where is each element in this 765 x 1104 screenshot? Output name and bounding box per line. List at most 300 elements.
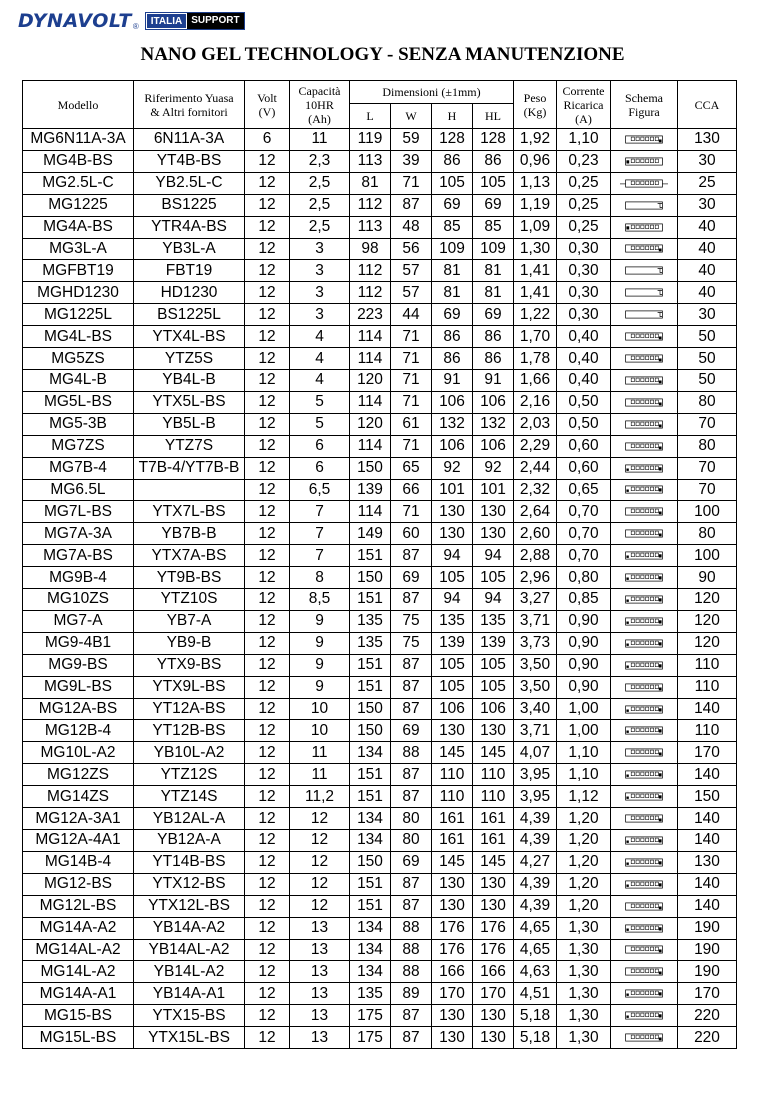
cell-peso: 3,95 — [514, 786, 557, 808]
table-row — [23, 786, 737, 808]
battery-diagram-icon — [620, 747, 668, 758]
schema-figure-cell — [611, 1027, 678, 1049]
cell-dim-w: 59 — [391, 129, 432, 151]
cell-riferimento: YTZ7S — [134, 435, 245, 457]
cell-dim-h: 105 — [432, 172, 473, 194]
schema-figure-cell — [611, 457, 678, 479]
cell-cca: 130 — [678, 851, 737, 873]
cell-cca: 40 — [678, 216, 737, 238]
schema-figure-cell — [611, 742, 678, 764]
cell-dim-w: 88 — [391, 917, 432, 939]
cell-cca: 170 — [678, 742, 737, 764]
cell-dim-l: 113 — [350, 216, 391, 238]
cell-riferimento: YT9B-BS — [134, 567, 245, 589]
battery-diagram-icon — [620, 923, 668, 934]
schema-figure-cell — [611, 632, 678, 654]
cell-volt: 12 — [245, 742, 290, 764]
battery-diagram-icon — [620, 901, 668, 912]
cell-dim-w: 71 — [391, 348, 432, 370]
cell-dim-hl: 161 — [473, 808, 514, 830]
cell-riferimento: YB10L-A2 — [134, 742, 245, 764]
cell-riferimento: BS1225 — [134, 194, 245, 216]
cell-cca: 190 — [678, 917, 737, 939]
cell-riferimento: YB14A-A2 — [134, 917, 245, 939]
cell-dim-hl: 166 — [473, 961, 514, 983]
cell-peso: 1,30 — [514, 238, 557, 260]
cell-peso: 1,41 — [514, 282, 557, 304]
cell-corrente: 0,30 — [557, 238, 611, 260]
cell-dim-l: 134 — [350, 917, 391, 939]
cell-corrente: 0,40 — [557, 348, 611, 370]
cell-dim-h: 69 — [432, 304, 473, 326]
cell-riferimento: YTX15-BS — [134, 1005, 245, 1027]
cell-dim-h: 145 — [432, 851, 473, 873]
dynavolt-logo — [18, 8, 245, 34]
cell-dim-l: 175 — [350, 1027, 391, 1049]
cell-peso: 4,07 — [514, 742, 557, 764]
cell-dim-h: 130 — [432, 720, 473, 742]
battery-diagram-icon — [620, 419, 668, 430]
cell-dim-l: 150 — [350, 720, 391, 742]
cell-peso: 4,51 — [514, 983, 557, 1005]
cell-peso: 4,65 — [514, 939, 557, 961]
cell-dim-h: 110 — [432, 786, 473, 808]
cell-dim-w: 60 — [391, 523, 432, 545]
cell-modello: MG12L-BS — [23, 895, 134, 917]
table-row — [23, 260, 737, 282]
cell-modello: MG12-BS — [23, 873, 134, 895]
cell-modello: MG1225 — [23, 194, 134, 216]
cell-riferimento — [134, 479, 245, 501]
schema-figure-cell — [611, 676, 678, 698]
cell-corrente: 1,30 — [557, 1027, 611, 1049]
cell-dim-hl: 130 — [473, 1027, 514, 1049]
cell-dim-l: 134 — [350, 830, 391, 852]
cell-cca: 140 — [678, 808, 737, 830]
schema-figure-cell — [611, 720, 678, 742]
table-row — [23, 413, 737, 435]
cell-cca: 140 — [678, 764, 737, 786]
cell-volt: 12 — [245, 216, 290, 238]
cell-corrente: 1,10 — [557, 742, 611, 764]
cell-volt: 12 — [245, 873, 290, 895]
page-title: NANO GEL TECHNOLOGY - SENZA MANUTENZIONE — [140, 44, 625, 65]
cell-cca: 120 — [678, 632, 737, 654]
cell-dim-w: 88 — [391, 939, 432, 961]
cell-cca: 150 — [678, 786, 737, 808]
header-dimensioni: Dimensioni (±1mm) — [350, 81, 514, 104]
schema-figure-cell — [611, 369, 678, 391]
cell-dim-w: 57 — [391, 282, 432, 304]
cell-dim-h: 130 — [432, 501, 473, 523]
cell-dim-hl: 130 — [473, 1005, 514, 1027]
cell-dim-h: 128 — [432, 129, 473, 151]
schema-figure-cell — [611, 194, 678, 216]
cell-dim-h: 110 — [432, 764, 473, 786]
cell-peso: 5,18 — [514, 1027, 557, 1049]
schema-figure-cell — [611, 589, 678, 611]
cell-modello: MG7L-BS — [23, 501, 134, 523]
cell-modello: MG4A-BS — [23, 216, 134, 238]
battery-diagram-icon — [620, 309, 668, 320]
cell-corrente: 0,90 — [557, 676, 611, 698]
cell-dim-h: 94 — [432, 589, 473, 611]
cell-corrente: 0,40 — [557, 326, 611, 348]
cell-modello: MG5-3B — [23, 413, 134, 435]
cell-dim-l: 150 — [350, 567, 391, 589]
cell-dim-w: 88 — [391, 961, 432, 983]
cell-cca: 40 — [678, 282, 737, 304]
cell-volt: 12 — [245, 172, 290, 194]
cell-dim-w: 39 — [391, 150, 432, 172]
cell-dim-h: 69 — [432, 194, 473, 216]
cell-modello: MG14L-A2 — [23, 961, 134, 983]
cell-peso: 1,70 — [514, 326, 557, 348]
cell-volt: 12 — [245, 939, 290, 961]
battery-diagram-icon — [620, 178, 668, 189]
cell-dim-w: 69 — [391, 851, 432, 873]
cell-corrente: 1,30 — [557, 1005, 611, 1027]
battery-diagram-icon — [620, 550, 668, 561]
header-capacita: Capacità 10HR (Ah) — [290, 81, 350, 129]
cell-modello: MG14AL-A2 — [23, 939, 134, 961]
battery-diagram-icon — [620, 484, 668, 495]
cell-riferimento: YTX9L-BS — [134, 676, 245, 698]
table-row — [23, 216, 737, 238]
cell-dim-hl: 130 — [473, 523, 514, 545]
cell-dim-w: 71 — [391, 435, 432, 457]
cell-volt: 12 — [245, 435, 290, 457]
battery-diagram-icon — [620, 506, 668, 517]
cell-peso: 3,40 — [514, 698, 557, 720]
battery-diagram-icon — [620, 769, 668, 780]
cell-dim-w: 61 — [391, 413, 432, 435]
cell-peso: 3,73 — [514, 632, 557, 654]
cell-dim-hl: 105 — [473, 567, 514, 589]
cell-riferimento: YTX12L-BS — [134, 895, 245, 917]
cell-capacita: 5 — [290, 413, 350, 435]
cell-riferimento: YTZ10S — [134, 589, 245, 611]
cell-capacita: 7 — [290, 523, 350, 545]
cell-dim-l: 114 — [350, 326, 391, 348]
cell-riferimento: YB14L-A2 — [134, 961, 245, 983]
battery-diagram-icon — [620, 835, 668, 846]
cell-dim-hl: 106 — [473, 391, 514, 413]
header-riferimento: Riferimento Yuasa & Altri fornitori — [134, 81, 245, 129]
cell-dim-w: 87 — [391, 676, 432, 698]
cell-riferimento: YB14A-A1 — [134, 983, 245, 1005]
cell-dim-hl: 130 — [473, 501, 514, 523]
table-row — [23, 129, 737, 151]
cell-volt: 12 — [245, 545, 290, 567]
cell-dim-l: 135 — [350, 983, 391, 1005]
cell-dim-h: 86 — [432, 326, 473, 348]
header-modello: Modello — [23, 81, 134, 129]
cell-capacita: 13 — [290, 983, 350, 1005]
battery-diagram-icon — [620, 243, 668, 254]
schema-figure-cell — [611, 610, 678, 632]
cell-corrente: 0,30 — [557, 260, 611, 282]
cell-corrente: 0,90 — [557, 654, 611, 676]
table-row — [23, 391, 737, 413]
cell-modello: MG1225L — [23, 304, 134, 326]
table-row — [23, 830, 737, 852]
schema-figure-cell — [611, 523, 678, 545]
cell-capacita: 13 — [290, 1027, 350, 1049]
cell-dim-hl: 176 — [473, 939, 514, 961]
cell-dim-l: 120 — [350, 413, 391, 435]
cell-dim-w: 87 — [391, 786, 432, 808]
cell-dim-hl: 86 — [473, 150, 514, 172]
cell-riferimento: YB14AL-A2 — [134, 939, 245, 961]
schema-figure-cell — [611, 326, 678, 348]
cell-peso: 1,22 — [514, 304, 557, 326]
table-row — [23, 479, 737, 501]
cell-peso: 4,39 — [514, 830, 557, 852]
cell-dim-w: 87 — [391, 764, 432, 786]
cell-corrente: 1,30 — [557, 961, 611, 983]
cell-riferimento: YTX12-BS — [134, 873, 245, 895]
cell-dim-l: 98 — [350, 238, 391, 260]
header-dim-hl: HL — [473, 104, 514, 129]
cell-dim-hl: 110 — [473, 786, 514, 808]
cell-peso: 5,18 — [514, 1005, 557, 1027]
cell-modello: MG7A-BS — [23, 545, 134, 567]
cell-volt: 12 — [245, 150, 290, 172]
cell-dim-l: 119 — [350, 129, 391, 151]
cell-volt: 12 — [245, 369, 290, 391]
battery-diagram-icon — [620, 572, 668, 583]
cell-modello: MG7B-4 — [23, 457, 134, 479]
cell-dim-l: 151 — [350, 589, 391, 611]
cell-dim-h: 86 — [432, 150, 473, 172]
cell-dim-l: 150 — [350, 698, 391, 720]
cell-peso: 1,19 — [514, 194, 557, 216]
battery-diagram-icon — [620, 879, 668, 890]
cell-dim-w: 65 — [391, 457, 432, 479]
cell-dim-h: 106 — [432, 698, 473, 720]
cell-dim-w: 69 — [391, 720, 432, 742]
cell-modello: MG4B-BS — [23, 150, 134, 172]
cell-modello: MG10L-A2 — [23, 742, 134, 764]
cell-cca: 220 — [678, 1005, 737, 1027]
table-row — [23, 654, 737, 676]
cell-dim-hl: 81 — [473, 260, 514, 282]
cell-dim-w: 80 — [391, 808, 432, 830]
cell-cca: 70 — [678, 457, 737, 479]
cell-capacita: 9 — [290, 654, 350, 676]
cell-riferimento: YB3L-A — [134, 238, 245, 260]
cell-cca: 40 — [678, 238, 737, 260]
header-cca: CCA — [678, 81, 737, 129]
cell-capacita: 12 — [290, 895, 350, 917]
battery-diagram-icon — [620, 1010, 668, 1021]
cell-volt: 12 — [245, 260, 290, 282]
cell-modello: MG12A-3A1 — [23, 808, 134, 830]
brand-name: DYNAVOLT — [18, 10, 132, 32]
battery-diagram-icon — [620, 222, 668, 233]
cell-volt: 12 — [245, 457, 290, 479]
table-row — [23, 742, 737, 764]
cell-cca: 140 — [678, 873, 737, 895]
cell-dim-hl: 94 — [473, 545, 514, 567]
cell-cca: 110 — [678, 676, 737, 698]
cell-dim-h: 130 — [432, 1005, 473, 1027]
battery-diagram-icon — [620, 375, 668, 386]
cell-modello: MGFBT19 — [23, 260, 134, 282]
table-row — [23, 917, 737, 939]
cell-dim-w: 87 — [391, 589, 432, 611]
cell-modello: MG6.5L — [23, 479, 134, 501]
cell-riferimento: YB4L-B — [134, 369, 245, 391]
cell-dim-h: 130 — [432, 1027, 473, 1049]
cell-dim-l: 114 — [350, 348, 391, 370]
cell-dim-h: 86 — [432, 348, 473, 370]
cell-peso: 3,95 — [514, 764, 557, 786]
battery-diagram-icon — [620, 397, 668, 408]
cell-volt: 12 — [245, 567, 290, 589]
cell-dim-hl: 145 — [473, 851, 514, 873]
cell-riferimento: YT4B-BS — [134, 150, 245, 172]
cell-capacita: 8,5 — [290, 589, 350, 611]
cell-dim-l: 151 — [350, 764, 391, 786]
cell-peso: 4,63 — [514, 961, 557, 983]
cell-dim-hl: 94 — [473, 589, 514, 611]
cell-modello: MG7-A — [23, 610, 134, 632]
cell-cca: 120 — [678, 610, 737, 632]
schema-figure-cell — [611, 348, 678, 370]
cell-peso: 2,29 — [514, 435, 557, 457]
cell-dim-h: 85 — [432, 216, 473, 238]
schema-figure-cell — [611, 479, 678, 501]
schema-figure-cell — [611, 764, 678, 786]
cell-dim-l: 114 — [350, 391, 391, 413]
cell-corrente: 0,30 — [557, 282, 611, 304]
battery-diagram-icon — [620, 616, 668, 627]
cell-dim-h: 81 — [432, 260, 473, 282]
cell-corrente: 0,90 — [557, 632, 611, 654]
cell-dim-hl: 81 — [473, 282, 514, 304]
cell-peso: 4,39 — [514, 808, 557, 830]
cell-cca: 100 — [678, 501, 737, 523]
cell-cca: 190 — [678, 939, 737, 961]
cell-modello: MG15L-BS — [23, 1027, 134, 1049]
battery-diagram-icon — [620, 725, 668, 736]
cell-dim-h: 91 — [432, 369, 473, 391]
table-row — [23, 457, 737, 479]
cell-dim-hl: 105 — [473, 172, 514, 194]
table-row — [23, 1027, 737, 1049]
cell-riferimento: YTX5L-BS — [134, 391, 245, 413]
table-row — [23, 150, 737, 172]
cell-volt: 12 — [245, 720, 290, 742]
cell-corrente: 0,65 — [557, 479, 611, 501]
cell-dim-h: 105 — [432, 654, 473, 676]
cell-dim-l: 175 — [350, 1005, 391, 1027]
cell-cca: 80 — [678, 435, 737, 457]
cell-cca: 80 — [678, 523, 737, 545]
cell-peso: 4,27 — [514, 851, 557, 873]
cell-dim-l: 134 — [350, 961, 391, 983]
cell-dim-hl: 69 — [473, 194, 514, 216]
cell-dim-l: 151 — [350, 654, 391, 676]
battery-diagram-icon — [620, 463, 668, 474]
table-row — [23, 194, 737, 216]
cell-peso: 2,32 — [514, 479, 557, 501]
cell-peso: 1,78 — [514, 348, 557, 370]
battery-diagram-icon — [620, 594, 668, 605]
header-schema: Schema Figura — [611, 81, 678, 129]
cell-modello: MG5ZS — [23, 348, 134, 370]
schema-figure-cell — [611, 238, 678, 260]
cell-dim-w: 75 — [391, 610, 432, 632]
cell-peso: 2,88 — [514, 545, 557, 567]
cell-capacita: 11 — [290, 742, 350, 764]
cell-volt: 6 — [245, 129, 290, 151]
table-row — [23, 523, 737, 545]
cell-dim-hl: 85 — [473, 216, 514, 238]
table-row — [23, 873, 737, 895]
cell-corrente: 0,23 — [557, 150, 611, 172]
cell-peso: 2,03 — [514, 413, 557, 435]
schema-figure-cell — [611, 413, 678, 435]
cell-dim-hl: 139 — [473, 632, 514, 654]
cell-dim-hl: 69 — [473, 304, 514, 326]
cell-cca: 110 — [678, 654, 737, 676]
table-row — [23, 326, 737, 348]
cell-corrente: 0,60 — [557, 457, 611, 479]
cell-volt: 12 — [245, 764, 290, 786]
cell-corrente: 1,20 — [557, 895, 611, 917]
cell-modello: MG12B-4 — [23, 720, 134, 742]
cell-dim-l: 149 — [350, 523, 391, 545]
battery-diagram-icon — [620, 134, 668, 145]
cell-capacita: 3 — [290, 282, 350, 304]
cell-dim-hl: 105 — [473, 654, 514, 676]
cell-riferimento: BS1225L — [134, 304, 245, 326]
cell-volt: 12 — [245, 1005, 290, 1027]
schema-figure-cell — [611, 851, 678, 873]
cell-riferimento: YTR4A-BS — [134, 216, 245, 238]
cell-volt: 12 — [245, 676, 290, 698]
cell-capacita: 4 — [290, 369, 350, 391]
cell-dim-l: 112 — [350, 282, 391, 304]
cell-riferimento: YT12B-BS — [134, 720, 245, 742]
cell-cca: 70 — [678, 479, 737, 501]
cell-modello: MG9L-BS — [23, 676, 134, 698]
cell-dim-l: 134 — [350, 939, 391, 961]
cell-dim-hl: 135 — [473, 610, 514, 632]
cell-volt: 12 — [245, 610, 290, 632]
cell-dim-l: 112 — [350, 260, 391, 282]
schema-figure-cell — [611, 808, 678, 830]
cell-capacita: 6,5 — [290, 479, 350, 501]
cell-dim-hl: 130 — [473, 720, 514, 742]
cell-modello: MG4L-B — [23, 369, 134, 391]
cell-cca: 90 — [678, 567, 737, 589]
cell-riferimento: YTX4L-BS — [134, 326, 245, 348]
cell-cca: 50 — [678, 348, 737, 370]
cell-dim-l: 81 — [350, 172, 391, 194]
cell-corrente: 1,10 — [557, 129, 611, 151]
cell-dim-w: 87 — [391, 194, 432, 216]
cell-corrente: 1,30 — [557, 917, 611, 939]
schema-figure-cell — [611, 1005, 678, 1027]
cell-dim-h: 139 — [432, 632, 473, 654]
cell-volt: 12 — [245, 654, 290, 676]
cell-corrente: 1,20 — [557, 851, 611, 873]
cell-dim-w: 87 — [391, 545, 432, 567]
